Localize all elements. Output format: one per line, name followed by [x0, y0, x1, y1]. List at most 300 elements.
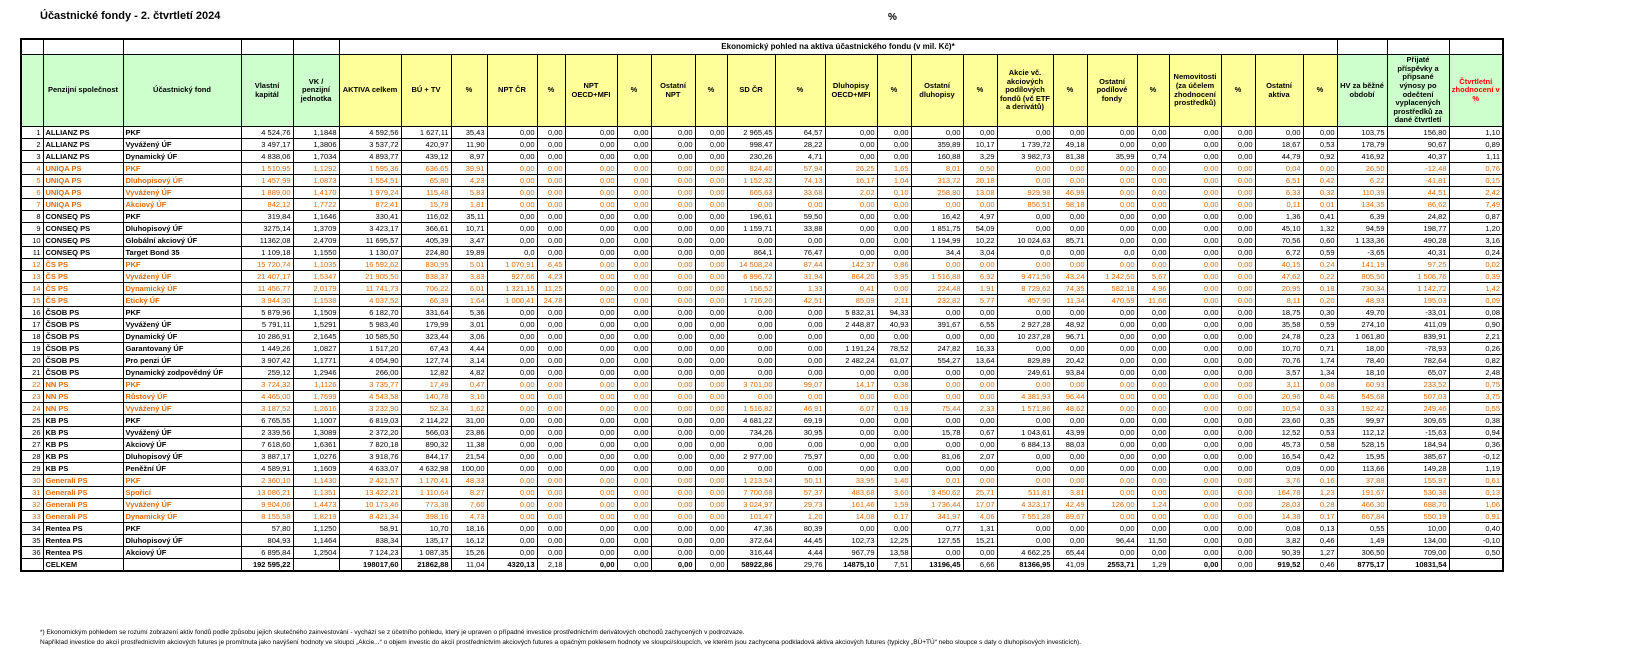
total-pct-cell: 0,00 — [617, 559, 651, 572]
pct-cell: 0,00 — [963, 307, 997, 319]
pct-cell: 0,00 — [537, 439, 565, 451]
pct-cell: 0,00 — [695, 151, 727, 163]
row-number-cell: 34 — [21, 523, 43, 535]
ctvrtletni-zhodnoceni-cell: 0,39 — [1449, 271, 1503, 283]
nemovitosti-cell: 0,00 — [1169, 439, 1221, 451]
vlastni-kapital-cell: 319,84 — [241, 211, 293, 223]
aktiva-celkem-cell: 4 592,56 — [339, 127, 401, 139]
aktiva-celkem-cell: 10 585,50 — [339, 331, 401, 343]
pct-cell: 0,00 — [1303, 163, 1337, 175]
pct-cell: 0,35 — [1303, 415, 1337, 427]
dluhopisy-oecd-mfi-cell: 2 448,87 — [825, 319, 877, 331]
hv-za-bezne-obdobi-cell: 805,50 — [1337, 271, 1387, 283]
pct-cell: 0,00 — [537, 175, 565, 187]
aktiva-celkem-cell: 6 182,70 — [339, 307, 401, 319]
fund-cell: Dynamický zodpovědný ÚF — [123, 367, 241, 379]
pct-cell: 0,00 — [1053, 451, 1087, 463]
vlastni-kapital-cell: 3 887,17 — [241, 451, 293, 463]
npt-oecd-mfi-cell: 0,00 — [565, 295, 617, 307]
sd-cr-cell: 101,47 — [727, 511, 775, 523]
bu-tv-cell: 15,79 — [401, 199, 451, 211]
pct-cell: 6,45 — [537, 259, 565, 271]
pct-cell: 16,33 — [963, 343, 997, 355]
col-header-ostatni-podilove-fondy: Ostatní podílové fondy — [1087, 55, 1137, 127]
sd-cr-cell: 316,44 — [727, 547, 775, 559]
table-row — [21, 511, 1503, 523]
pct-cell: 0,00 — [877, 211, 911, 223]
col-header-pct: % — [1053, 55, 1087, 127]
ostatni-npt-cell: 0,00 — [651, 187, 695, 199]
nemovitosti-cell: 0,00 — [1169, 127, 1221, 139]
fund-cell: Dluhopisový ÚF — [123, 535, 241, 547]
pct-cell: 30,95 — [775, 427, 825, 439]
fund-cell: Target Bond 35 — [123, 247, 241, 259]
sd-cr-cell: 2 965,45 — [727, 127, 775, 139]
total-pct-cell: 0,46 — [1303, 559, 1337, 572]
pct-cell: 0,00 — [1221, 343, 1255, 355]
pct-cell: 0,00 — [1137, 391, 1169, 403]
sd-cr-cell: 0,00 — [727, 319, 775, 331]
sd-cr-cell: 47,36 — [727, 523, 775, 535]
vlastni-kapital-cell: 9 904,06 — [241, 499, 293, 511]
ostatni-podilove-fondy-cell: 0,00 — [1087, 487, 1137, 499]
pct-cell: 0,08 — [1303, 379, 1337, 391]
pct-cell: 0,00 — [1053, 343, 1087, 355]
pct-cell: 0,00 — [537, 403, 565, 415]
pct-cell: 1,40 — [877, 475, 911, 487]
pct-cell: 0,00 — [695, 307, 727, 319]
col-header-pct: % — [877, 55, 911, 127]
company-cell: ČS PS — [43, 295, 123, 307]
table-row — [21, 331, 1503, 343]
table-row — [21, 463, 1503, 475]
header-spacer-cell — [241, 39, 293, 55]
vk-penzijni-jednotka-cell: 1,1126 — [293, 379, 339, 391]
dluhopisy-oecd-mfi-cell: 5 832,31 — [825, 307, 877, 319]
sd-cr-cell: 6 996,72 — [727, 271, 775, 283]
pct-cell: 80,39 — [775, 523, 825, 535]
row-number-cell: 30 — [21, 475, 43, 487]
sd-cr-cell: 196,61 — [727, 211, 775, 223]
pct-cell: 31,94 — [775, 271, 825, 283]
pct-cell: 0,17 — [1303, 511, 1337, 523]
pct-cell: 8,97 — [451, 151, 487, 163]
row-number-cell: 31 — [21, 487, 43, 499]
akcie-cell: 4 323,17 — [997, 499, 1053, 511]
fund-cell: Akciový ÚF — [123, 199, 241, 211]
pct-cell: 35,11 — [451, 211, 487, 223]
vlastni-kapital-cell: 3 724,32 — [241, 379, 293, 391]
pct-cell: 0,00 — [1221, 127, 1255, 139]
col-header-company: Penzijní společnost — [43, 55, 123, 127]
pct-cell: 0,00 — [1137, 319, 1169, 331]
ostatni-npt-cell: 0,00 — [651, 415, 695, 427]
fund-cell: PKF — [123, 523, 241, 535]
pct-cell: 0,00 — [695, 475, 727, 487]
dluhopisy-oecd-mfi-cell: 0,00 — [825, 247, 877, 259]
pct-cell: 0,00 — [775, 307, 825, 319]
fund-cell: PKF — [123, 379, 241, 391]
npt-oecd-mfi-cell: 0,00 — [565, 319, 617, 331]
vk-penzijni-jednotka-cell: 1,1007 — [293, 415, 339, 427]
dluhopisy-oecd-mfi-cell: 0,00 — [825, 367, 877, 379]
ostatni-podilove-fondy-cell: 0,00 — [1087, 211, 1137, 223]
ostatni-npt-cell: 0,00 — [651, 271, 695, 283]
pct-cell: 0,00 — [617, 367, 651, 379]
ctvrtletni-zhodnoceni-cell: 0,87 — [1449, 211, 1503, 223]
npt-cr-cell: 0,00 — [487, 403, 537, 415]
sd-cr-cell: 0,00 — [727, 355, 775, 367]
pct-cell: 0,00 — [695, 175, 727, 187]
vlastni-kapital-cell: 4 465,00 — [241, 391, 293, 403]
pct-cell: 0,00 — [695, 127, 727, 139]
pct-cell: 0,00 — [775, 235, 825, 247]
hv-za-bezne-obdobi-cell: 48,93 — [1337, 295, 1387, 307]
pct-cell: 3,81 — [1053, 487, 1087, 499]
vk-penzijni-jednotka-cell: 1,1292 — [293, 163, 339, 175]
pct-cell: 75,97 — [775, 451, 825, 463]
pct-cell: 0,00 — [537, 319, 565, 331]
prijate-prispevky-cell: 198,77 — [1387, 223, 1449, 235]
prijate-prispevky-cell: 507,03 — [1387, 391, 1449, 403]
pct-cell: 0,00 — [537, 415, 565, 427]
ostatni-dluhopisy-cell: 1 851,75 — [911, 223, 963, 235]
pct-cell: 0,00 — [695, 247, 727, 259]
ctvrtletni-zhodnoceni-cell: 0,09 — [1449, 295, 1503, 307]
pct-cell: 0,00 — [1137, 175, 1169, 187]
pct-cell: 43,99 — [1053, 427, 1087, 439]
npt-cr-cell: 0,00 — [487, 535, 537, 547]
vlastni-kapital-cell: 11362,08 — [241, 235, 293, 247]
ostatni-dluhopisy-cell: 127,55 — [911, 535, 963, 547]
npt-oecd-mfi-cell: 0,00 — [565, 139, 617, 151]
ostatni-podilove-fondy-cell: 0,00 — [1087, 223, 1137, 235]
nemovitosti-cell: 0,00 — [1169, 463, 1221, 475]
vlastni-kapital-cell: 3275,14 — [241, 223, 293, 235]
aktiva-celkem-cell: 2 421,57 — [339, 475, 401, 487]
pct-cell: 0,00 — [1137, 127, 1169, 139]
npt-cr-cell: 0,00 — [487, 547, 537, 559]
table-row — [21, 175, 1503, 187]
npt-oecd-mfi-cell: 0,00 — [565, 187, 617, 199]
dluhopisy-oecd-mfi-cell: 864,20 — [825, 271, 877, 283]
pct-cell: 3,10 — [451, 391, 487, 403]
ctvrtletni-zhodnoceni-cell: 3,75 — [1449, 391, 1503, 403]
hv-za-bezne-obdobi-cell: 99,97 — [1337, 415, 1387, 427]
ostatni-dluhopisy-cell: 0,00 — [911, 547, 963, 559]
total-pct-cell: 11,04 — [451, 559, 487, 572]
sd-cr-cell: 0,00 — [727, 343, 775, 355]
pct-cell: 0,00 — [1221, 247, 1255, 259]
pct-cell: 0,13 — [1303, 523, 1337, 535]
npt-oecd-mfi-cell: 0,00 — [565, 283, 617, 295]
hv-za-bezne-obdobi-cell: 730,34 — [1337, 283, 1387, 295]
fund-cell: Globální akciový ÚF — [123, 235, 241, 247]
pct-cell: 0,00 — [1221, 403, 1255, 415]
dluhopisy-oecd-mfi-cell: 16,17 — [825, 175, 877, 187]
npt-oecd-mfi-cell: 0,00 — [565, 391, 617, 403]
pct-cell: 0,00 — [1221, 487, 1255, 499]
header-spacer-cell — [1337, 39, 1387, 55]
total-pct-cell: 2,18 — [537, 559, 565, 572]
aktiva-celkem-cell: 3 918,76 — [339, 451, 401, 463]
vk-penzijni-jednotka-cell: 1,4473 — [293, 499, 339, 511]
aktiva-celkem-cell: 1 517,20 — [339, 343, 401, 355]
aktiva-celkem-cell: 1 595,36 — [339, 163, 401, 175]
ostatni-dluhopisy-cell: 0,00 — [911, 415, 963, 427]
pct-cell: 0,00 — [537, 235, 565, 247]
pct-cell: 0,00 — [617, 463, 651, 475]
ostatni-dluhopisy-cell: 0,00 — [911, 307, 963, 319]
ctvrtletni-zhodnoceni-cell: 0,38 — [1449, 415, 1503, 427]
total-vlastni-kapital-cell: 192 595,22 — [241, 559, 293, 572]
pct-cell: 39,91 — [451, 163, 487, 175]
pct-cell: 0,00 — [1053, 535, 1087, 547]
vk-penzijni-jednotka-cell: 1,8219 — [293, 511, 339, 523]
pct-cell: 81,38 — [1053, 151, 1087, 163]
bu-tv-cell: 773,38 — [401, 499, 451, 511]
table-row — [21, 367, 1503, 379]
npt-cr-cell: 1 000,41 — [487, 295, 537, 307]
col-header-pct: % — [1221, 55, 1255, 127]
table-row — [21, 199, 1503, 211]
pct-cell: 0,00 — [963, 259, 997, 271]
ostatni-podilove-fondy-cell: 0,00 — [1087, 451, 1137, 463]
vlastni-kapital-cell: 5 879,96 — [241, 307, 293, 319]
col-header-pct: % — [1303, 55, 1337, 127]
ostatni-npt-cell: 0,00 — [651, 199, 695, 211]
aktiva-celkem-cell: 1 554,51 — [339, 175, 401, 187]
total-fund-cell — [123, 559, 241, 572]
pct-cell: 0,00 — [963, 391, 997, 403]
bu-tv-cell: 67,43 — [401, 343, 451, 355]
pct-cell: 0,00 — [877, 283, 911, 295]
ostatni-podilove-fondy-cell: 0,00 — [1087, 511, 1137, 523]
total-aktiva-celkem-cell: 198017,60 — [339, 559, 401, 572]
akcie-cell: 7 551,28 — [997, 511, 1053, 523]
ostatni-podilove-fondy-cell: 0,00 — [1087, 235, 1137, 247]
pct-cell: 4,96 — [1137, 283, 1169, 295]
pct-cell: 0,00 — [877, 523, 911, 535]
pct-cell: 7,60 — [451, 499, 487, 511]
ostatni-podilove-fondy-cell: 0,00 — [1087, 343, 1137, 355]
pct-cell: 11,34 — [1053, 295, 1087, 307]
pct-cell: 10,71 — [451, 223, 487, 235]
vlastni-kapital-cell: 4 524,76 — [241, 127, 293, 139]
bu-tv-cell: 830,95 — [401, 259, 451, 271]
fund-cell: Dynamický ÚF — [123, 331, 241, 343]
ctvrtletni-zhodnoceni-cell: 0,61 — [1449, 475, 1503, 487]
ostatni-podilove-fondy-cell: 0,00 — [1087, 463, 1137, 475]
npt-oecd-mfi-cell: 0,00 — [565, 511, 617, 523]
table-row — [21, 355, 1503, 367]
ostatni-dluhopisy-cell: 313,72 — [911, 175, 963, 187]
pct-cell: 0,00 — [1221, 163, 1255, 175]
npt-cr-cell: 0,00 — [487, 367, 537, 379]
hv-za-bezne-obdobi-cell: 15,95 — [1337, 451, 1387, 463]
pct-cell: 13,08 — [963, 187, 997, 199]
ostatni-aktiva-cell: 0,11 — [1255, 199, 1303, 211]
ostatni-podilove-fondy-cell: 0,00 — [1087, 523, 1137, 535]
npt-cr-cell: 0,00 — [487, 379, 537, 391]
pct-cell: 0,00 — [617, 427, 651, 439]
bu-tv-cell: 323,44 — [401, 331, 451, 343]
pct-cell: 48,33 — [451, 475, 487, 487]
bu-tv-cell: 838,37 — [401, 271, 451, 283]
col-header-pct: % — [963, 55, 997, 127]
dluhopisy-oecd-mfi-cell: 0,00 — [825, 427, 877, 439]
ostatni-podilove-fondy-cell: 126,00 — [1087, 499, 1137, 511]
company-cell: KB PS — [43, 415, 123, 427]
pct-cell: 0,00 — [1137, 199, 1169, 211]
ostatni-dluhopisy-cell: 0,77 — [911, 523, 963, 535]
ostatni-podilove-fondy-cell: 0,00 — [1087, 139, 1137, 151]
vlastni-kapital-cell: 10 286,91 — [241, 331, 293, 343]
ostatni-dluhopisy-cell: 247,82 — [911, 343, 963, 355]
col-header-ostatni-aktiva: Ostatní aktiva — [1255, 55, 1303, 127]
vk-penzijni-jednotka-cell: 1,1250 — [293, 523, 339, 535]
aktiva-celkem-cell: 1 130,07 — [339, 247, 401, 259]
vlastni-kapital-cell: 11 456,77 — [241, 283, 293, 295]
npt-cr-cell: 0,00 — [487, 451, 537, 463]
pct-cell: 0,00 — [1053, 175, 1087, 187]
prijate-prispevky-cell: 184,94 — [1387, 439, 1449, 451]
pct-cell: 0,00 — [963, 367, 997, 379]
pct-cell: 0,00 — [1221, 439, 1255, 451]
hv-za-bezne-obdobi-cell: 0,55 — [1337, 523, 1387, 535]
vk-penzijni-jednotka-cell: 2,4709 — [293, 235, 339, 247]
sd-cr-cell: 0,00 — [727, 367, 775, 379]
pct-cell: 0,00 — [695, 391, 727, 403]
pct-cell: 4,97 — [963, 211, 997, 223]
npt-cr-cell: 0,00 — [487, 127, 537, 139]
col-header-ostatni-dluhopisy: Ostatní dluhopisy — [911, 55, 963, 127]
total-ctvrtletni-zhodnoceni-cell — [1449, 559, 1503, 572]
pct-cell: 0,00 — [1221, 235, 1255, 247]
nemovitosti-cell: 0,00 — [1169, 355, 1221, 367]
pct-cell: 0,74 — [1137, 151, 1169, 163]
pct-cell: 0,00 — [775, 319, 825, 331]
aktiva-celkem-cell: 330,41 — [339, 211, 401, 223]
sd-cr-cell: 1 152,32 — [727, 175, 775, 187]
nemovitosti-cell: 0,00 — [1169, 163, 1221, 175]
vk-penzijni-jednotka-cell: 1,1538 — [293, 295, 339, 307]
ostatni-dluhopisy-cell: 1 736,44 — [911, 499, 963, 511]
pct-cell: 0,71 — [1303, 343, 1337, 355]
pct-cell: 0,59 — [1303, 247, 1337, 259]
pct-cell: 0,00 — [537, 223, 565, 235]
table-row — [21, 151, 1503, 163]
pct-cell: 4,44 — [451, 343, 487, 355]
pct-cell: 0,00 — [1303, 463, 1337, 475]
pct-cell: 13,58 — [877, 547, 911, 559]
col-header-vk-penzijni-jednotka: VK / penzijní jednotka — [293, 55, 339, 127]
total-ostatni-npt-cell: 0,00 — [651, 559, 695, 572]
dluhopisy-oecd-mfi-cell: 0,00 — [825, 331, 877, 343]
pct-cell: 0,00 — [617, 523, 651, 535]
pct-cell: 0,00 — [695, 439, 727, 451]
pct-cell: 1,32 — [1303, 223, 1337, 235]
npt-oecd-mfi-cell: 0,00 — [565, 223, 617, 235]
nemovitosti-cell: 0,00 — [1169, 499, 1221, 511]
vk-penzijni-jednotka-cell: 1,2616 — [293, 403, 339, 415]
ctvrtletni-zhodnoceni-cell: -0,10 — [1449, 535, 1503, 547]
row-number-cell: 5 — [21, 175, 43, 187]
ostatni-dluhopisy-cell: 0,00 — [911, 259, 963, 271]
group-header-economic-view: Ekonomický pohled na aktiva účastnického fondu (v mil. Kč)* — [339, 39, 1337, 55]
fund-cell: Vyvážený ÚF — [123, 499, 241, 511]
pct-cell: 0,00 — [1137, 187, 1169, 199]
pct-cell: 0,00 — [617, 319, 651, 331]
nemovitosti-cell: 0,00 — [1169, 199, 1221, 211]
npt-oecd-mfi-cell: 0,00 — [565, 475, 617, 487]
pct-cell: 0,22 — [1303, 271, 1337, 283]
sd-cr-cell: 156,52 — [727, 283, 775, 295]
dluhopisy-oecd-mfi-cell: 142,37 — [825, 259, 877, 271]
fund-cell: Růstový ÚF — [123, 391, 241, 403]
pct-cell: 4,73 — [451, 511, 487, 523]
total-vk-penzijni-jednotka-cell — [293, 559, 339, 572]
npt-cr-cell: 0,00 — [487, 319, 537, 331]
ostatni-podilove-fondy-cell: 0,00 — [1087, 427, 1137, 439]
total-npt-oecd-mfi-cell: 0,00 — [565, 559, 617, 572]
pct-cell: 0,00 — [1221, 187, 1255, 199]
top-center-percent-label: % — [888, 12, 897, 23]
nemovitosti-cell: 0,00 — [1169, 223, 1221, 235]
vlastni-kapital-cell: 3 497,17 — [241, 139, 293, 151]
fund-cell: PKF — [123, 259, 241, 271]
pct-cell: 0,53 — [1303, 139, 1337, 151]
pct-cell: 0,00 — [617, 391, 651, 403]
dluhopisy-oecd-mfi-cell: 6,07 — [825, 403, 877, 415]
pct-cell: 61,07 — [877, 355, 911, 367]
hv-za-bezne-obdobi-cell: -3,65 — [1337, 247, 1387, 259]
vk-penzijni-jednotka-cell: 2,1645 — [293, 331, 339, 343]
row-number-cell: 17 — [21, 319, 43, 331]
vlastni-kapital-cell: 3 944,30 — [241, 295, 293, 307]
pct-cell: 0,46 — [1303, 391, 1337, 403]
col-header-hv-za-bezne-obdobi: HV za běžné období — [1337, 55, 1387, 127]
bu-tv-cell: 1 110,64 — [401, 487, 451, 499]
ostatni-aktiva-cell: 70,76 — [1255, 355, 1303, 367]
pct-cell: 0,00 — [695, 235, 727, 247]
ostatni-aktiva-cell: 70,56 — [1255, 235, 1303, 247]
prijate-prispevky-cell: 1 506,76 — [1387, 271, 1449, 283]
table-row — [21, 163, 1503, 175]
pct-cell: 0,00 — [877, 151, 911, 163]
hv-za-bezne-obdobi-cell: 1 061,80 — [1337, 331, 1387, 343]
pct-cell: 0,00 — [617, 535, 651, 547]
sd-cr-cell: 824,40 — [727, 163, 775, 175]
header-spacer-cell — [293, 39, 339, 55]
aktiva-celkem-cell: 7 124,23 — [339, 547, 401, 559]
nemovitosti-cell: 0,00 — [1169, 535, 1221, 547]
company-cell: Generali PS — [43, 511, 123, 523]
ostatni-dluhopisy-cell: 81,06 — [911, 451, 963, 463]
pct-cell: 0,00 — [877, 451, 911, 463]
pct-cell: 0,00 — [1137, 331, 1169, 343]
ostatni-dluhopisy-cell: 0,00 — [911, 439, 963, 451]
dluhopisy-oecd-mfi-cell: 0,00 — [825, 415, 877, 427]
bu-tv-cell: 890,32 — [401, 439, 451, 451]
aktiva-celkem-cell: 16 592,62 — [339, 259, 401, 271]
npt-cr-cell: 0,00 — [487, 391, 537, 403]
pct-cell: 69,19 — [775, 415, 825, 427]
vlastni-kapital-cell: 804,93 — [241, 535, 293, 547]
bu-tv-cell: 66,39 — [401, 295, 451, 307]
pct-cell: 35,43 — [451, 127, 487, 139]
row-number-cell: 33 — [21, 511, 43, 523]
